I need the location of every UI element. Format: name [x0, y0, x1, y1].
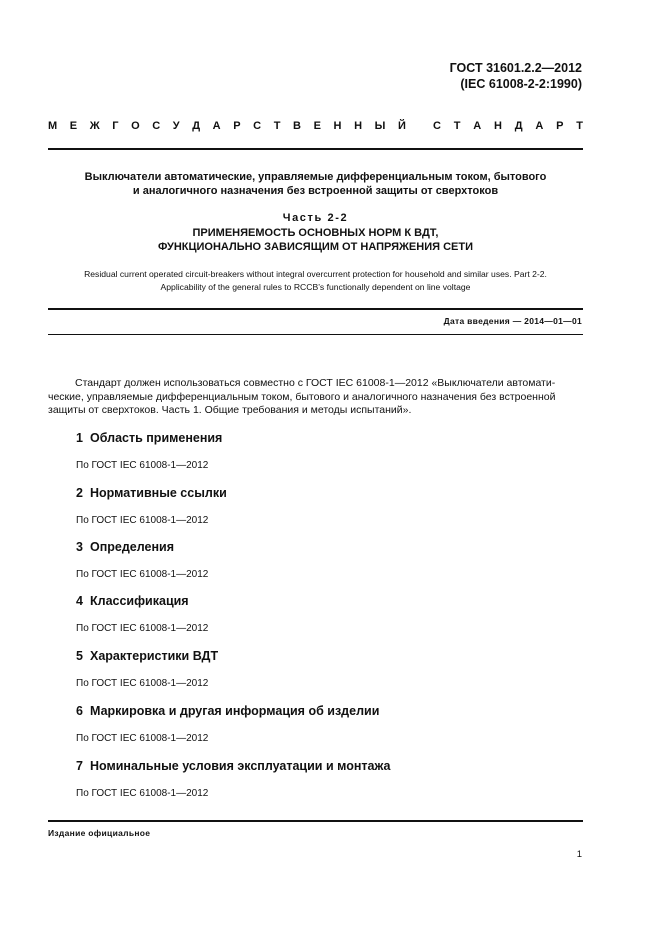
- banner-letter: А: [212, 120, 221, 132]
- banner-letter: Р: [556, 120, 564, 132]
- banner-letter: Н: [493, 120, 502, 132]
- banner-letter: М: [48, 120, 58, 132]
- title-en-line: Applicability of the general rules to RCCB’s functionally dependent on line voltage: [160, 282, 471, 292]
- section-title: Область применения: [90, 431, 223, 445]
- section-number: 1: [76, 431, 83, 445]
- banner-letter: Т: [273, 120, 281, 132]
- title-english: [40, 268, 591, 294]
- interstate-word: [48, 120, 406, 132]
- section-number: 3: [76, 540, 83, 554]
- section-marking: [76, 702, 576, 744]
- standard-number: ГОСТ 31601.2.2—2012: [449, 61, 582, 75]
- section-heading: [76, 592, 576, 610]
- section-number: 4: [76, 594, 83, 608]
- effective-date-divider: [48, 334, 583, 335]
- banner-letter: Ы: [374, 120, 386, 132]
- title-divider: [48, 308, 583, 310]
- section-reference: По ГОСТ IEC 61008-1—2012: [76, 460, 209, 471]
- banner-letter: Е: [69, 120, 78, 132]
- section-number: 6: [76, 704, 83, 718]
- intro-paragraph: [48, 377, 583, 418]
- iec-number: (IEC 61008-2-2:1990): [460, 77, 582, 91]
- title-ru-line: и аналогичного назначения без встроенной защиты от сверхтоков: [132, 185, 499, 197]
- page-number: 1: [576, 849, 582, 860]
- section-title: Нормативные ссылки: [90, 486, 227, 500]
- section-characteristics: [76, 647, 576, 689]
- title-russian: [48, 170, 583, 198]
- section-title: Характеристики ВДТ: [90, 649, 219, 663]
- effective-date: Дата введения — 2014—01—01: [443, 316, 582, 326]
- banner-letter: Д: [192, 120, 201, 132]
- banner-letter: Н: [333, 120, 342, 132]
- banner-letter: У: [172, 120, 180, 132]
- part-label: Часть 2-2: [282, 212, 349, 224]
- section-reference: По ГОСТ IEC 61008-1—2012: [76, 788, 209, 799]
- banner-letter: С: [152, 120, 161, 132]
- section-number: 2: [76, 486, 83, 500]
- intro-line: Стандарт должен использоваться совместно с ГОСТ IEC 61008-1—2012 «Выключатели автомати-: [75, 377, 556, 389]
- banner-letter: Й: [397, 120, 406, 132]
- standard-designation: [282, 60, 582, 92]
- section-reference: По ГОСТ IEC 61008-1—2012: [76, 623, 209, 634]
- section-title: Номинальные условия эксплуатации и монтажа: [90, 759, 391, 773]
- part-title: [48, 226, 583, 254]
- banner-letter: Ж: [89, 120, 100, 132]
- section-title: Классификация: [90, 594, 189, 608]
- section-title: Маркировка и другая информация об изделии: [90, 704, 380, 718]
- section-heading: [76, 757, 576, 775]
- banner-letter: Т: [453, 120, 461, 132]
- section-reference: По ГОСТ IEC 61008-1—2012: [76, 678, 209, 689]
- section-number: 5: [76, 649, 83, 663]
- footer-divider: [48, 820, 583, 822]
- official-edition-label: Издание официальное: [48, 828, 151, 838]
- section-normative-references: [76, 484, 576, 526]
- part-title-line: ПРИМЕНЯЕМОСТЬ ОСНОВНЫХ НОРМ К ВДТ,: [192, 227, 439, 239]
- standard-word: [433, 120, 583, 132]
- banner-letter: Т: [576, 120, 583, 132]
- banner-letter: С: [253, 120, 262, 132]
- section-heading: [76, 429, 576, 447]
- intro-line: ческие, управляемые дифференциальным током, бытового и аналогичного назначения без встроенной: [48, 390, 556, 403]
- section-reference: По ГОСТ IEC 61008-1—2012: [76, 515, 209, 526]
- section-number: 7: [76, 759, 83, 773]
- intro-line: защиты от сверхтоков. Часть 1. Общие требования и методы испытаний».: [48, 404, 412, 416]
- part-title-line: ФУНКЦИОНАЛЬНО ЗАВИСЯЩИМ ОТ НАПРЯЖЕНИЯ СЕТИ: [158, 241, 473, 253]
- banner-letter: А: [473, 120, 482, 132]
- section-title: Определения: [90, 540, 175, 554]
- banner-letter: Р: [233, 120, 241, 132]
- banner-letter: О: [131, 120, 140, 132]
- title-ru-line: Выключатели автоматические, управляемые дифференциальным током, бытового: [84, 171, 547, 183]
- section-heading: [76, 538, 576, 556]
- section-operating-conditions: [76, 757, 576, 799]
- banner-letter: Н: [354, 120, 363, 132]
- banner-letter: А: [535, 120, 544, 132]
- title-en-line: Residual current operated circuit-breakers without integral overcurrent protection for household and similar uses. Part 2-2.: [84, 269, 547, 279]
- section-classification: [76, 592, 576, 634]
- section-heading: [76, 484, 576, 502]
- banner-letter: С: [433, 120, 441, 132]
- section-reference: По ГОСТ IEC 61008-1—2012: [76, 569, 209, 580]
- interstate-standard-banner: [48, 120, 583, 132]
- section-definitions: [76, 538, 576, 580]
- banner-letter: Г: [112, 120, 119, 132]
- banner-divider: [48, 148, 583, 150]
- banner-letter: В: [293, 120, 301, 132]
- section-heading: [76, 647, 576, 665]
- section-heading: [76, 702, 576, 720]
- banner-letter: Д: [514, 120, 523, 132]
- section-reference: По ГОСТ IEC 61008-1—2012: [76, 733, 209, 744]
- section-scope: [76, 429, 576, 471]
- banner-letter: Е: [313, 120, 321, 132]
